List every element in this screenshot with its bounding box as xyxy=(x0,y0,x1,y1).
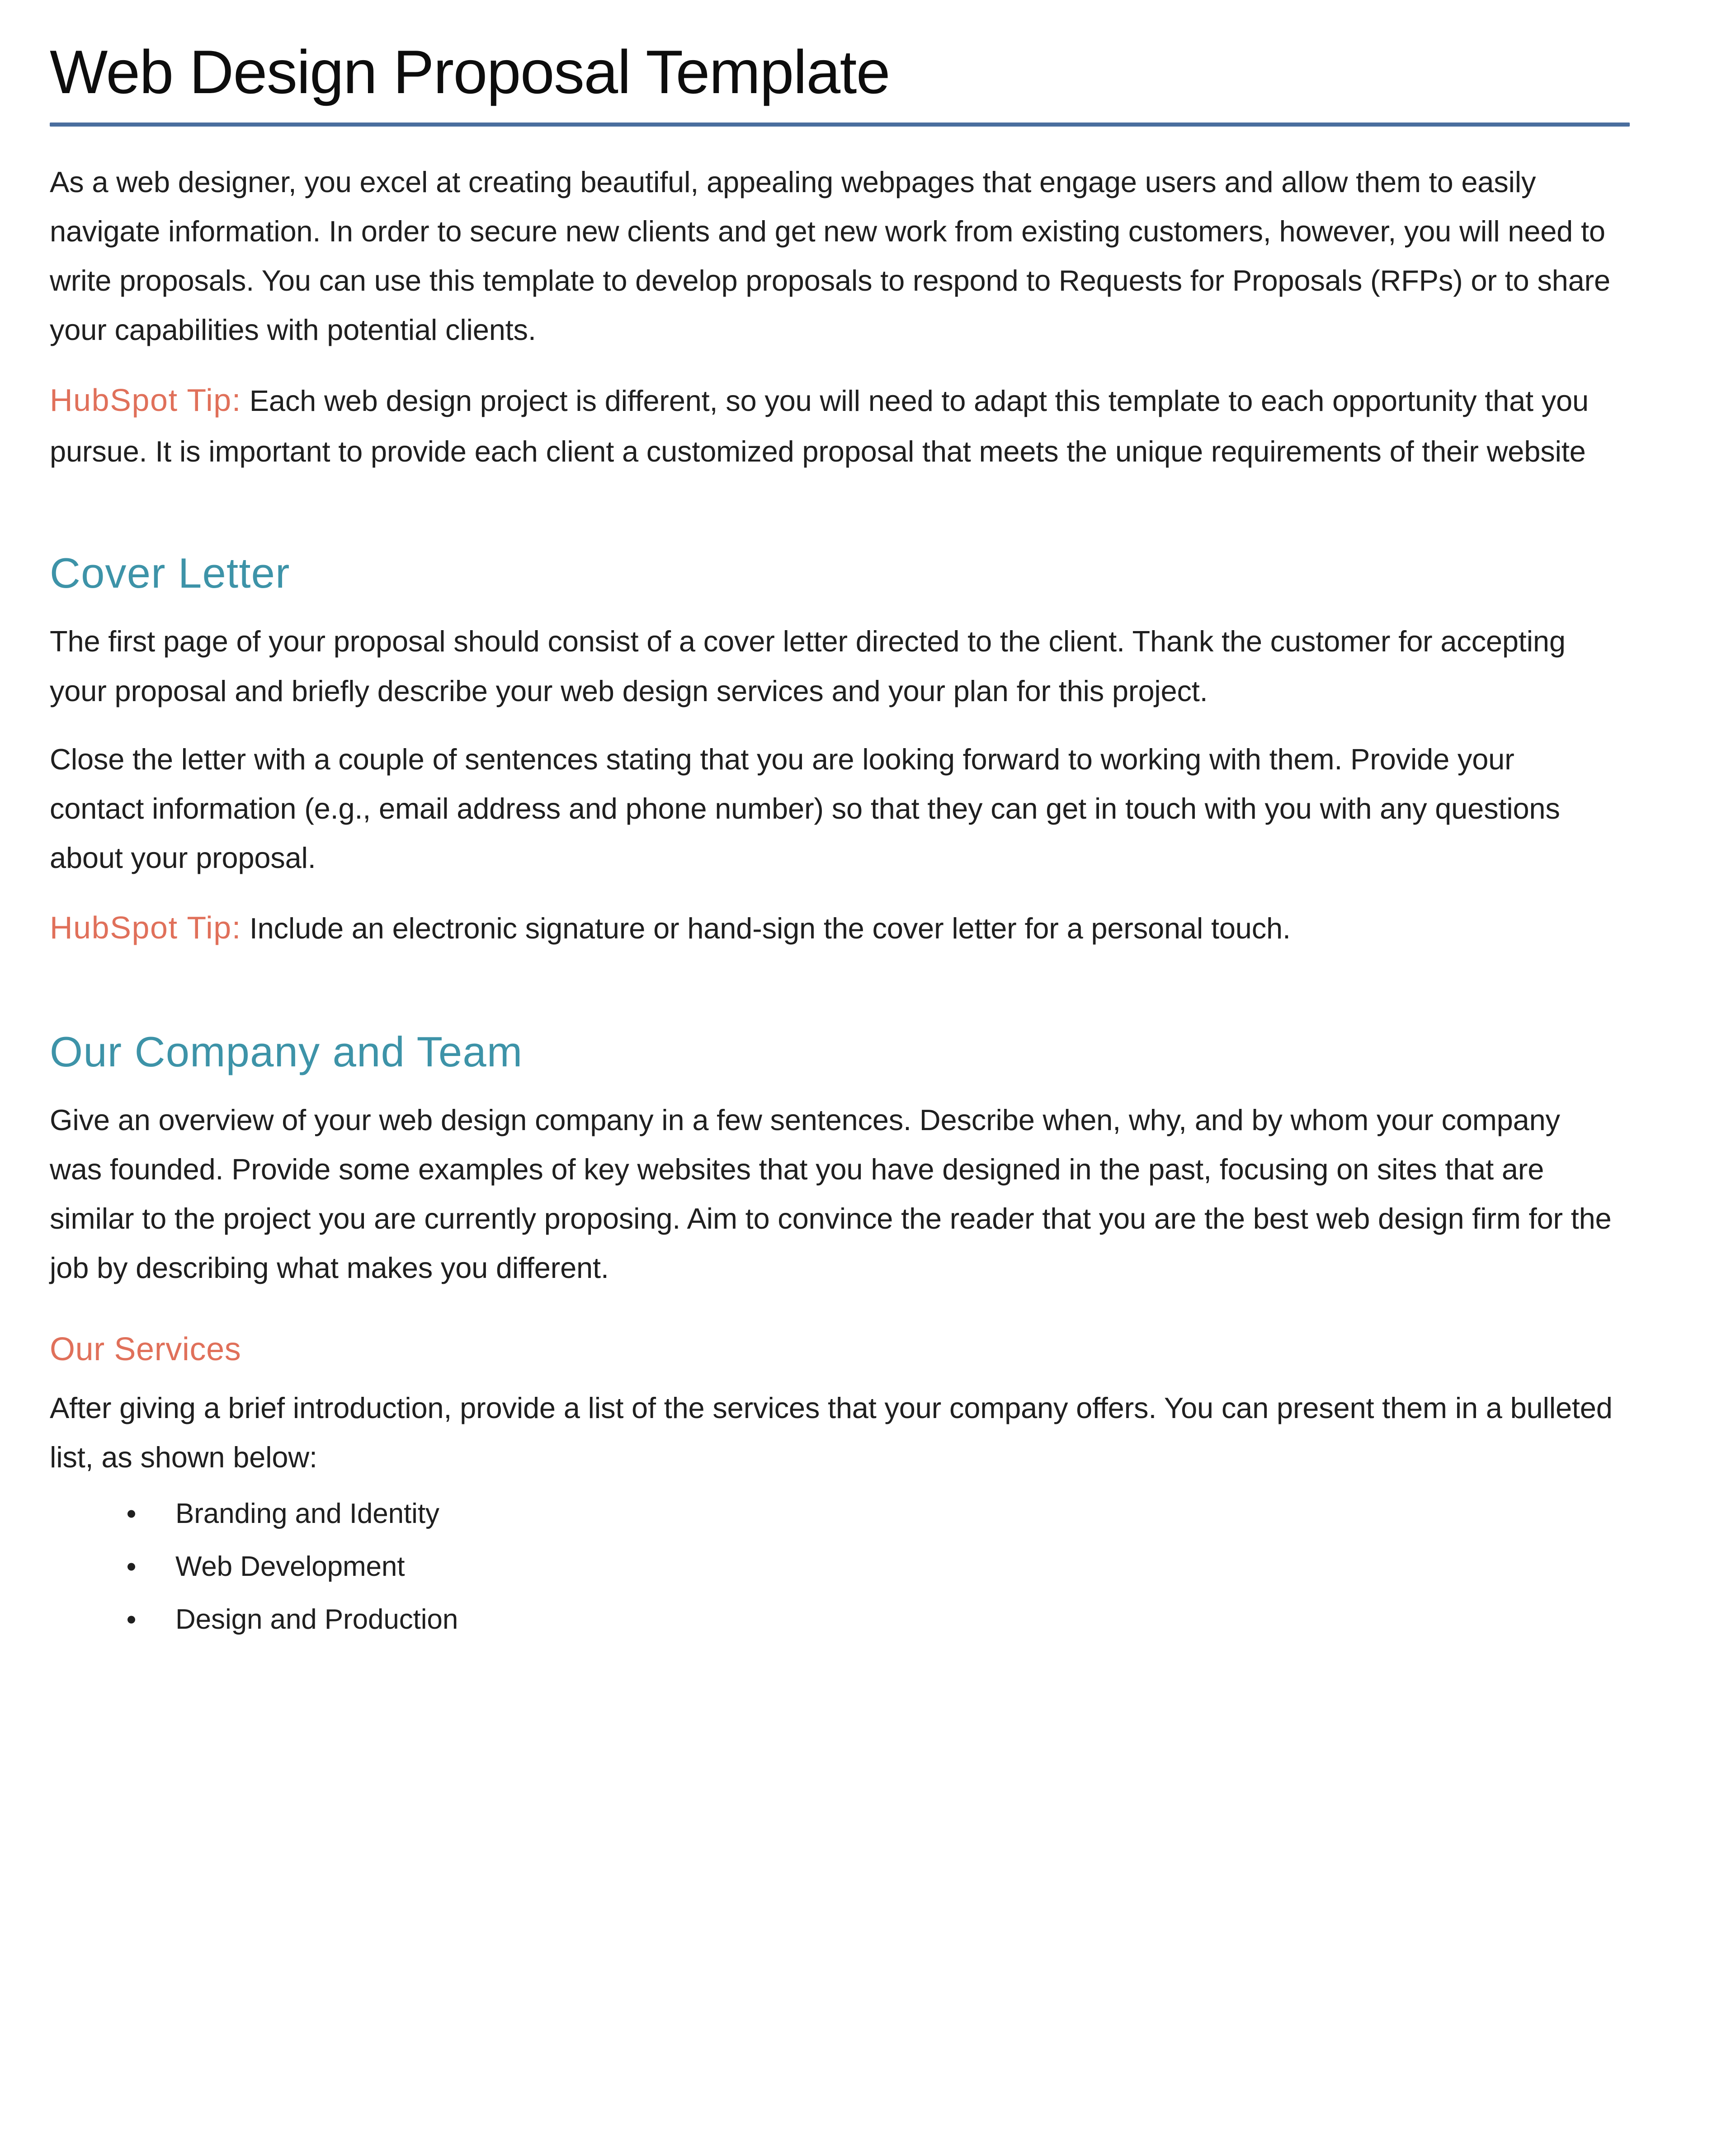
services-list xyxy=(50,1500,1630,1634)
bullet-dot-icon xyxy=(127,1616,135,1624)
subsection-heading-our-services: Our Services xyxy=(50,1331,241,1367)
section-heading-our-company-and-team: Our Company and Team xyxy=(50,1027,523,1075)
bullet-dot-icon xyxy=(127,1510,135,1518)
list-item xyxy=(50,1500,1630,1528)
intro-hubspot-tip xyxy=(50,374,1614,476)
subsection-spacer xyxy=(50,1312,1630,1330)
services-paragraph: After giving a brief introduction, provide a list of the services that your company offers. You can present them in a bulleted list, as shown below: xyxy=(50,1391,1613,1474)
cover-letter-hubspot-tip xyxy=(50,901,1614,955)
title-divider xyxy=(50,123,1630,127)
cover-letter-paragraph-2: Close the letter with a couple of sentences stating that you are looking forward to working with them. Provide your contact information (e.g., email address and phone number) so that they can get in touch with you with any questions about your proposal. xyxy=(50,742,1560,875)
hubspot-tip-text: Each web design project is different, so you will need to adapt this template to each opportunity that you pursue. It is important to provide each client a customized proposal that meets the unique requirements of their website xyxy=(50,384,1589,468)
section-heading-cover-letter: Cover Letter xyxy=(50,549,290,597)
list-item-label: Branding and Identity xyxy=(175,1498,439,1530)
cover-letter-paragraph-1: The first page of your proposal should consist of a cover letter directed to the client. Thank the customer for accepting your proposal and briefly describe your web design services and your plan for this project. xyxy=(50,625,1566,707)
intro-paragraph: As a web designer, you excel at creating beautiful, appealing webpages that engage users and allow them to easily navigate information. In order to secure new clients and get new work from existing customers, however, you will need to write proposals. You can use this template to develop proposals to respond to Requests for Proposals (RFPs) or to share your capabilities with potential clients. xyxy=(50,165,1610,347)
list-item-label: Design and Production xyxy=(175,1604,458,1635)
hubspot-tip-text: Include an electronic signature or hand-sign the cover letter for a personal touch. xyxy=(241,912,1291,945)
list-item-label: Web Development xyxy=(175,1551,405,1583)
bullet-dot-icon xyxy=(127,1563,135,1571)
list-item xyxy=(50,1553,1630,1581)
list-item xyxy=(50,1606,1630,1634)
hubspot-tip-label: HubSpot Tip: xyxy=(50,382,241,418)
page-title: Web Design Proposal Template xyxy=(50,38,890,106)
hubspot-tip-label: HubSpot Tip: xyxy=(50,910,241,946)
section-spacer xyxy=(50,974,1630,1027)
company-team-paragraph: Give an overview of your web design company in a few sentences. Describe when, why, and by whom your company was founded. Provide some examples of key websites that you have designed in the past, focusing on sites that are similar to the project you are currently proposing. Aim to convince the reader that you are the best web design firm for the job by describing what makes you different. xyxy=(50,1103,1612,1285)
section-spacer xyxy=(50,495,1630,548)
